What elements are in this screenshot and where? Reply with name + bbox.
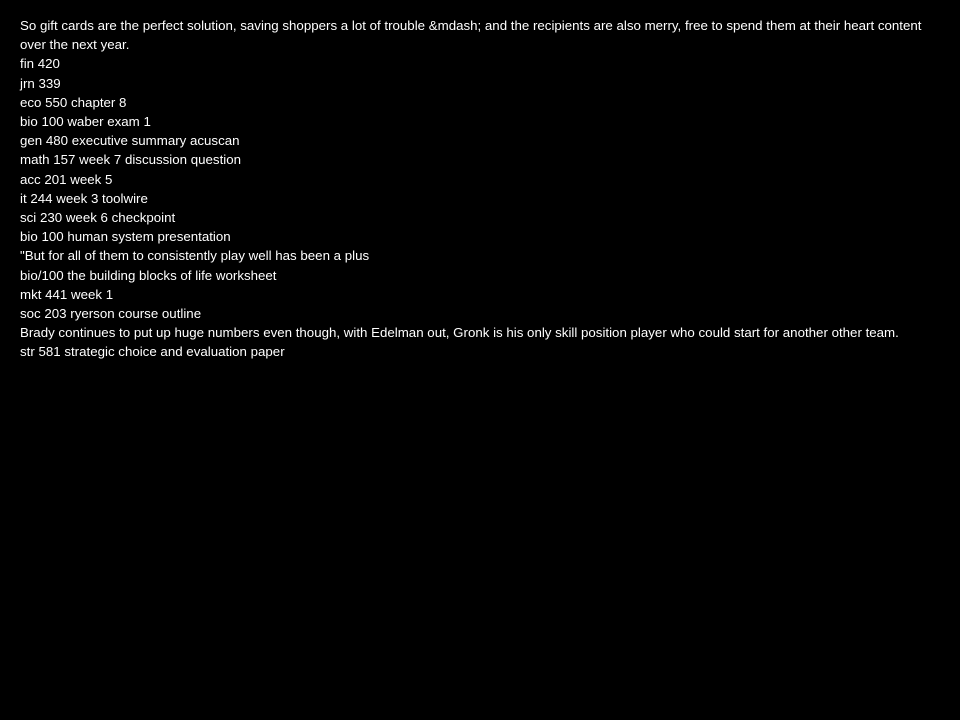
text-line-mkt-441: mkt 441 week 1 — [20, 286, 114, 302]
text-line-brady: Brady continues to put up huge numbers even though, with Edelman out, Gronk is his only skill position player who could start for another other team. — [20, 325, 899, 341]
text-line-str-581: str 581 strategic choice and evaluation paper — [20, 344, 285, 360]
text-line-acc-201: acc 201 week 5 — [20, 171, 113, 187]
text-block — [20, 16, 940, 362]
text-line-quote: "But for all of them to consistently play well has been a plus — [20, 248, 370, 264]
text-line-bio-100-human: bio 100 human system presentation — [20, 229, 231, 245]
text-line-jrn-339: jrn 339 — [20, 75, 61, 91]
text-line-gift-cards: So gift cards are the perfect solution, saving shoppers a lot of trouble &mdash; and the recipients are also merry, free to spend them at their heart content over the next year. — [20, 18, 922, 53]
text-line-sci-230: sci 230 week 6 checkpoint — [20, 210, 176, 226]
text-line-fin-420: fin 420 — [20, 56, 60, 72]
text-line-bio-100-waber: bio 100 waber exam 1 — [20, 114, 151, 130]
text-line-soc-203: soc 203 ryerson course outline — [20, 306, 202, 322]
text-line-eco-550: eco 550 chapter 8 — [20, 94, 127, 110]
text-line-it-244: it 244 week 3 toolwire — [20, 190, 148, 206]
text-line-math-157: math 157 week 7 discussion question — [20, 152, 242, 168]
text-line-gen-480: gen 480 executive summary acuscan — [20, 133, 240, 149]
text-line-bio-100-building: bio/100 the building blocks of life worksheet — [20, 267, 277, 283]
